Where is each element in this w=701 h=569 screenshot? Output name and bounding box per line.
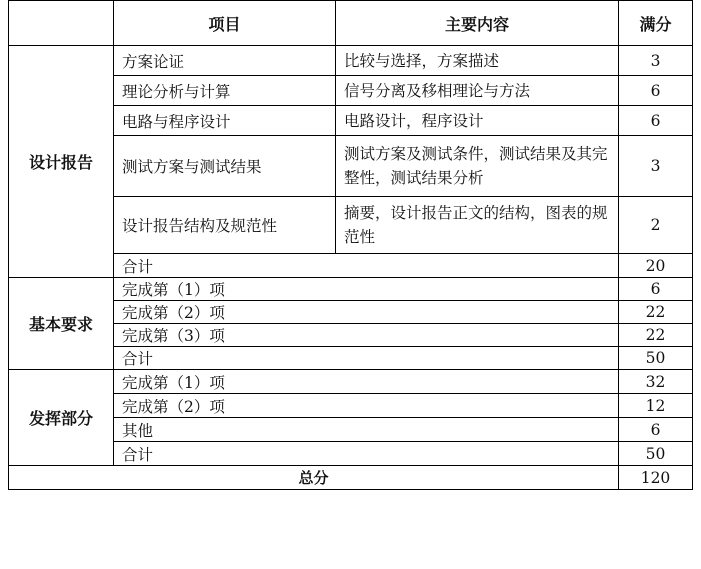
section-label-design-report: 设计报告 <box>9 46 114 278</box>
item-cell: 设计报告结构及规范性 <box>114 197 336 254</box>
subtotal-score: 20 <box>619 254 693 278</box>
table-row <box>9 278 693 301</box>
item-cell: 电路与程序设计 <box>114 106 336 136</box>
scoring-table <box>8 0 693 490</box>
item-cell: 完成第（3）项 <box>114 324 619 347</box>
content-cell: 测试方案及测试条件，测试结果及其完整性，测试结果分析 <box>336 136 619 197</box>
content-cell: 电路设计，程序设计 <box>336 106 619 136</box>
total-label: 总分 <box>9 466 619 490</box>
section-label-advanced: 发挥部分 <box>9 370 114 466</box>
content-cell: 比较与选择，方案描述 <box>336 46 619 76</box>
content-cell: 摘要，设计报告正文的结构，图表的规范性 <box>336 197 619 254</box>
subtotal-score: 50 <box>619 442 693 466</box>
subtotal-score: 50 <box>619 347 693 370</box>
score-cell: 3 <box>619 46 693 76</box>
header-item: 项目 <box>114 1 336 46</box>
item-cell: 完成第（1）项 <box>114 278 619 301</box>
header-blank <box>9 1 114 46</box>
score-cell: 3 <box>619 136 693 197</box>
item-cell: 方案论证 <box>114 46 336 76</box>
header-score: 满分 <box>619 1 693 46</box>
section-label-basic: 基本要求 <box>9 278 114 370</box>
subtotal-label: 合计 <box>114 254 619 278</box>
content-cell: 信号分离及移相理论与方法 <box>336 76 619 106</box>
score-cell: 6 <box>619 278 693 301</box>
subtotal-label: 合计 <box>114 442 619 466</box>
header-content: 主要内容 <box>336 1 619 46</box>
score-cell: 12 <box>619 394 693 418</box>
score-cell: 32 <box>619 370 693 394</box>
score-cell: 2 <box>619 197 693 254</box>
score-cell: 6 <box>619 76 693 106</box>
score-cell: 6 <box>619 106 693 136</box>
score-cell: 6 <box>619 418 693 442</box>
table-row <box>9 370 693 394</box>
total-score: 120 <box>619 466 693 490</box>
score-cell: 22 <box>619 301 693 324</box>
score-cell: 22 <box>619 324 693 347</box>
header-row <box>9 1 693 46</box>
total-row <box>9 466 693 490</box>
item-cell: 理论分析与计算 <box>114 76 336 106</box>
item-cell: 其他 <box>114 418 619 442</box>
item-cell: 完成第（2）项 <box>114 301 619 324</box>
item-cell: 测试方案与测试结果 <box>114 136 336 197</box>
item-cell: 完成第（2）项 <box>114 394 619 418</box>
item-cell: 完成第（1）项 <box>114 370 619 394</box>
table-row <box>9 46 693 76</box>
subtotal-label: 合计 <box>114 347 619 370</box>
